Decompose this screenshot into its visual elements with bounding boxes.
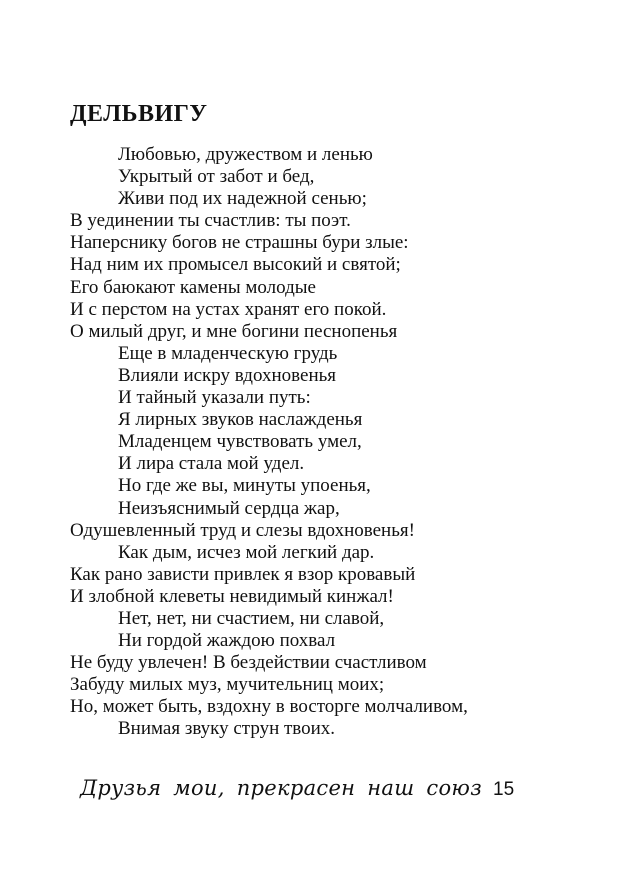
poem-line: И лира стала мой удел. [118,453,305,475]
poem-line: Укрытый от забот и бед, [118,166,315,188]
poem-line: И тайный указали путь: [118,387,311,409]
poem-line: Неизъяснимый сердца жар, [118,497,340,519]
poem-line: Я лирных звуков наслажденья [118,409,363,431]
poem-line: Как рано зависти привлек я взор кровавый [70,563,416,585]
poem-line: Одушевленный труд и слезы вдохновенья! [70,519,415,541]
poem-line: И злобной клеветы невидимый кинжал! [70,585,394,607]
poem-line: В уединении ты счастлив: ты поэт. [70,210,351,232]
poem-line: Младенцем чувствовать умел, [118,431,362,453]
poem-line: Над ним их промысел высокий и святой; [70,254,401,276]
poem-line: Ни гордой жаждою похвал [118,630,336,652]
poem-line: Но, может быть, вздохну в восторге молчаливом, [70,696,468,718]
poem-title: ДЕЛЬВИГУ [70,101,208,127]
poem-line: Живи под их надежной сенью; [118,188,367,210]
poem-line: О милый друг, и мне богини песнопенья [70,320,398,342]
poem-line: Любовью, дружеством и ленью [118,144,373,165]
page-number: 15 [493,779,515,800]
poem-line: Не буду увлечен! В бездействии счастливом [70,652,427,674]
poem-line: Его баюкают камены молодые [70,276,316,298]
poem-body [70,144,590,741]
poem-line: И с перстом на устах хранят его покой. [70,298,387,320]
poem-line: Еще в младенческую грудь [118,342,338,364]
poem-line: Внимая звуку струн твоих. [118,718,336,740]
poem-line: Нет, нет, ни счастием, ни славой, [118,607,385,629]
poem-line: Забуду милых муз, мучительниц моих; [70,674,385,696]
poem-line: Влияли искру вдохновенья [118,364,337,386]
running-title: Друзья мои, прекрасен наш союз [80,776,482,800]
poem-line: Но где же вы, минуты упоенья, [118,475,371,497]
poem-line: Как дым, исчез мой легкий дар. [118,541,375,563]
poem-line: Наперснику богов не страшны бури злые: [70,232,409,254]
